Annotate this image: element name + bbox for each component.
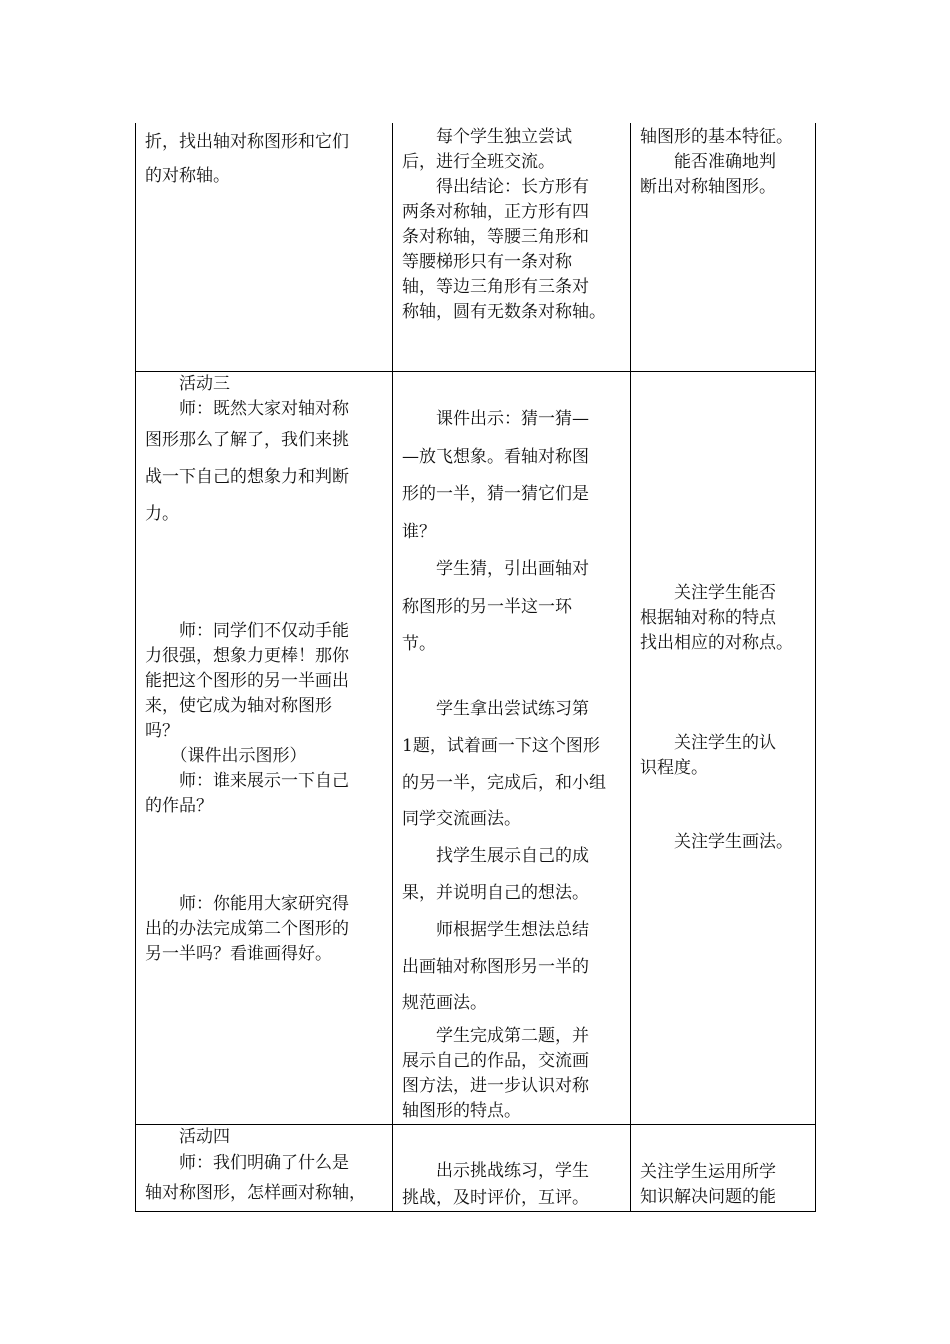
row2-col3-text-b: 关注学生的认 识程度。: [640, 733, 776, 778]
row1-col2-text-a: 每个学生独立尝试 后，进行全班交流。: [402, 127, 572, 172]
row2-col2-text-b: 学生拿出尝试练习第 1题，试着画一下这个图形 的另一半，完成后，和小组 同学交流画法。 找学生展示自己的成 果，并说明自己的想法。 师根据学生想法总结 出画轴对称图形另一半的 规范画法。: [402, 699, 606, 1014]
row1-col3-text: 轴图形的基本特征。 能否准确地判 断出对称轴图形。: [640, 127, 793, 197]
row3-col2-text: 出示挑战练习，学生 挑战，及时评价，互评。: [402, 1161, 589, 1208]
row2-col1-text-b: 师：同学们不仅动手能 力很强，想象力更棒！那你 能把这个图形的另一半画出 来，使它成为轴对称图形 吗？ （课件出示图形） 师：谁来展示一下自己 的作品？: [145, 621, 349, 816]
row3-col1-text: 活动四 师：我们明确了什么是 轴对称图形，怎样画对称轴，: [145, 1127, 366, 1203]
row2-col2-text-a: 课件出示：猜一猜— —放飞想象。看轴对称图 形的一半，猜一猜它们是 谁？ 学生猜，引出画轴对 称图形的另一半这一环 节。: [402, 409, 589, 654]
row1-col2-text-b: 得出结论：长方形有 两条对称轴，正方形有四 条对称轴，等腰三角形和 等腰梯形只有一条对称 轴，等边三角形有三条对 称轴，圆有无数条对称轴。: [402, 177, 606, 322]
table-border-left: [135, 123, 136, 1212]
row2-col3-text-a: 关注学生能否 根据轴对称的特点 找出相应的对称点。: [640, 583, 793, 653]
table-border-col1: [392, 123, 393, 1212]
table-border-col2: [630, 123, 631, 1212]
table-border-right: [815, 123, 816, 1212]
row3-col3-text: 关注学生运用所学 知识解决问题的能: [640, 1162, 776, 1207]
row2-col2-text-c: 学生完成第二题，并 展示自己的作品，交流画 图方法，进一步认识对称 轴图形的特点。: [402, 1026, 589, 1121]
row1-col1-text: 折，找出轴对称图形和它们 的对称轴。: [145, 132, 349, 186]
row2-col1-text-a: 活动三 师：既然大家对轴对称 图形那么了解了，我们来挑 战一下自己的想象力和判断 力。: [145, 374, 349, 524]
row2-col1-text-c: 师：你能用大家研究得 出的办法完成第二个图形的 另一半吗？看谁画得好。: [145, 894, 349, 964]
row2-col3-text-c: 关注学生画法。: [640, 832, 793, 852]
